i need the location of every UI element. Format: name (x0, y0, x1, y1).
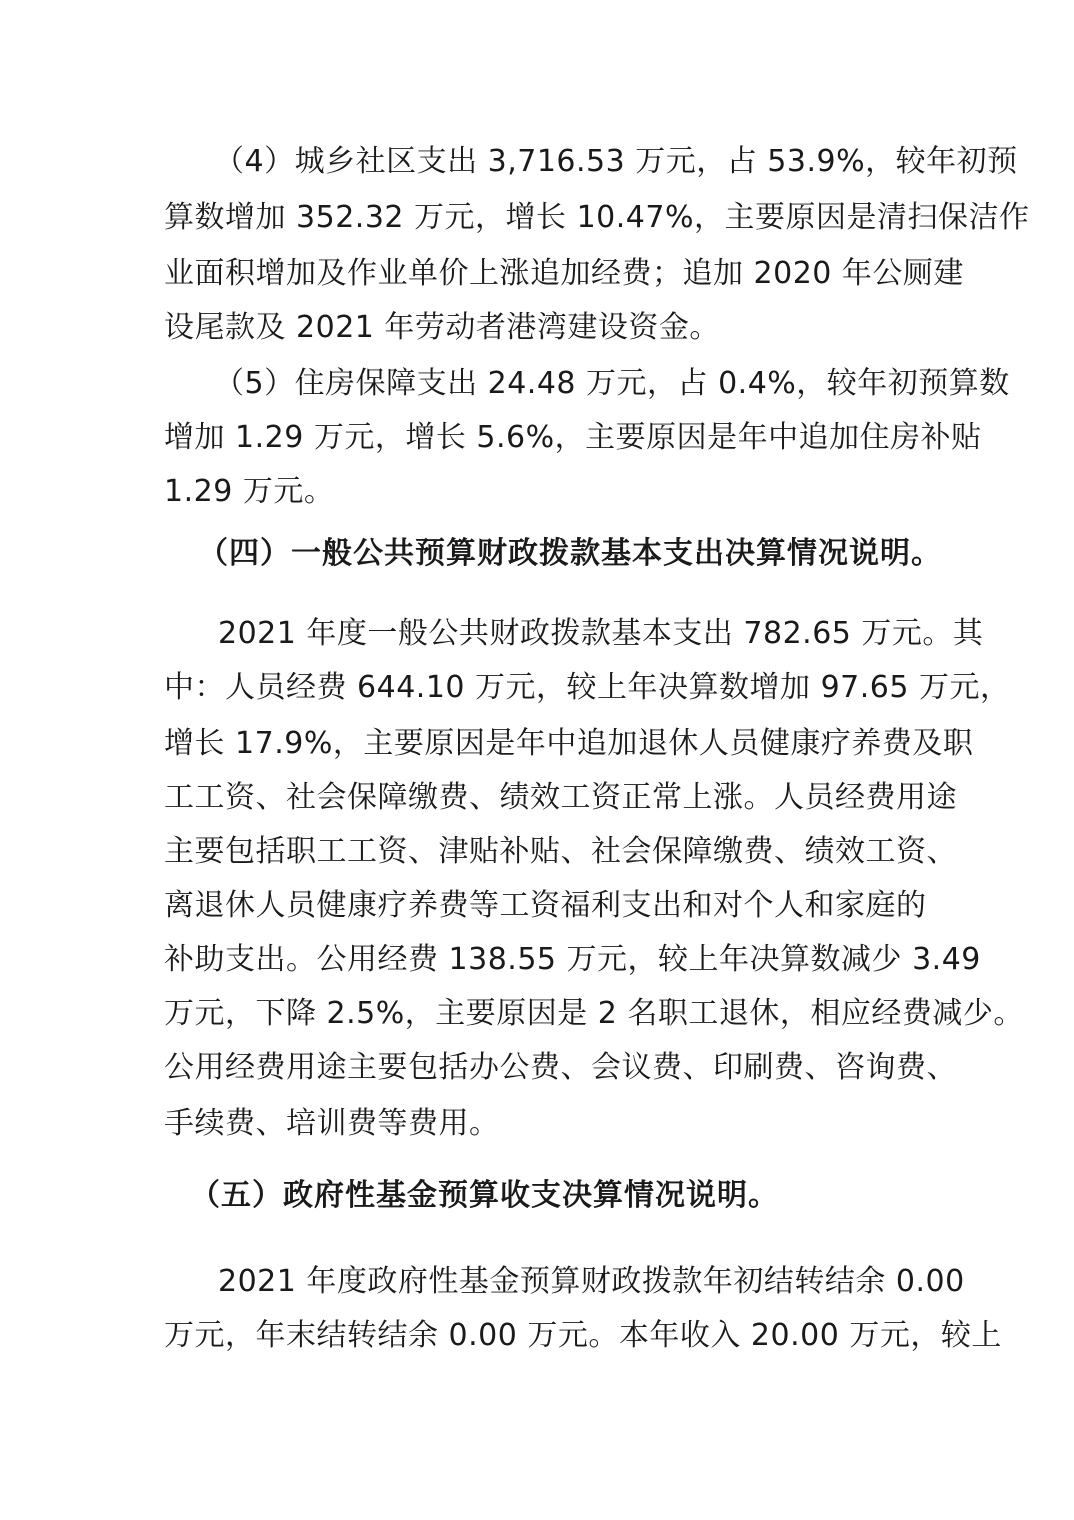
paragraph-line: 算数增加 352.32 万元，增长 10.47%，主要原因是清扫保洁作 (164, 200, 1030, 235)
section-heading: （四）一般公共预算财政拨款基本支出决算情况说明。 (198, 536, 942, 571)
paragraph-line: 补助支出。公用经费 138.55 万元，较上年决算数减少 3.49 (164, 942, 981, 977)
paragraph-line: 增加 1.29 万元，增长 5.6%，主要原因是年中追加住房补贴 (164, 420, 982, 455)
paragraph-line: （4）城乡社区支出 3,716.53 万元，占 53.9%，较年初预 (214, 144, 1018, 179)
paragraph-line: 手续费、培训费等费用。 (164, 1106, 500, 1141)
paragraph-line: 公用经费用途主要包括办公费、会议费、印刷费、咨询费、 (164, 1050, 957, 1085)
paragraph-line: 万元，年末结转结余 0.00 万元。本年收入 20.00 万元，较上 (164, 1318, 1002, 1353)
section-heading: （五）政府性基金预算收支决算情况说明。 (190, 1178, 779, 1213)
paragraph-line: 2021 年度政府性基金预算财政拨款年初结转结余 0.00 (218, 1264, 965, 1299)
paragraph-line: 主要包括职工工资、津贴补贴、社会保障缴费、绩效工资、 (164, 834, 957, 869)
paragraph-line: 设尾款及 2021 年劳动者港湾建设资金。 (164, 310, 720, 345)
paragraph-line: 工工资、社会保障缴费、绩效工资正常上涨。人员经费用途 (164, 780, 957, 815)
paragraph-line: 增长 17.9%，主要原因是年中追加退休人员健康疗养费及职 (164, 726, 974, 761)
paragraph-line: 万元，下降 2.5%，主要原因是 2 名职工退休，相应经费减少。 (164, 996, 1024, 1031)
paragraph-line: 业面积增加及作业单价上涨追加经费；追加 2020 年公厕建 (164, 256, 964, 291)
paragraph-line: 离退休人员健康疗养费等工资福利支出和对个人和家庭的 (164, 888, 927, 923)
paragraph-line: （5）住房保障支出 24.48 万元，占 0.4%，较年初预算数 (214, 366, 1010, 401)
paragraph-line: 2021 年度一般公共财政拨款基本支出 782.65 万元。其 (218, 616, 984, 651)
paragraph-line: 1.29 万元。 (164, 474, 335, 509)
paragraph-line: 中：人员经费 644.10 万元，较上年决算数增加 97.65 万元， (164, 670, 1011, 705)
